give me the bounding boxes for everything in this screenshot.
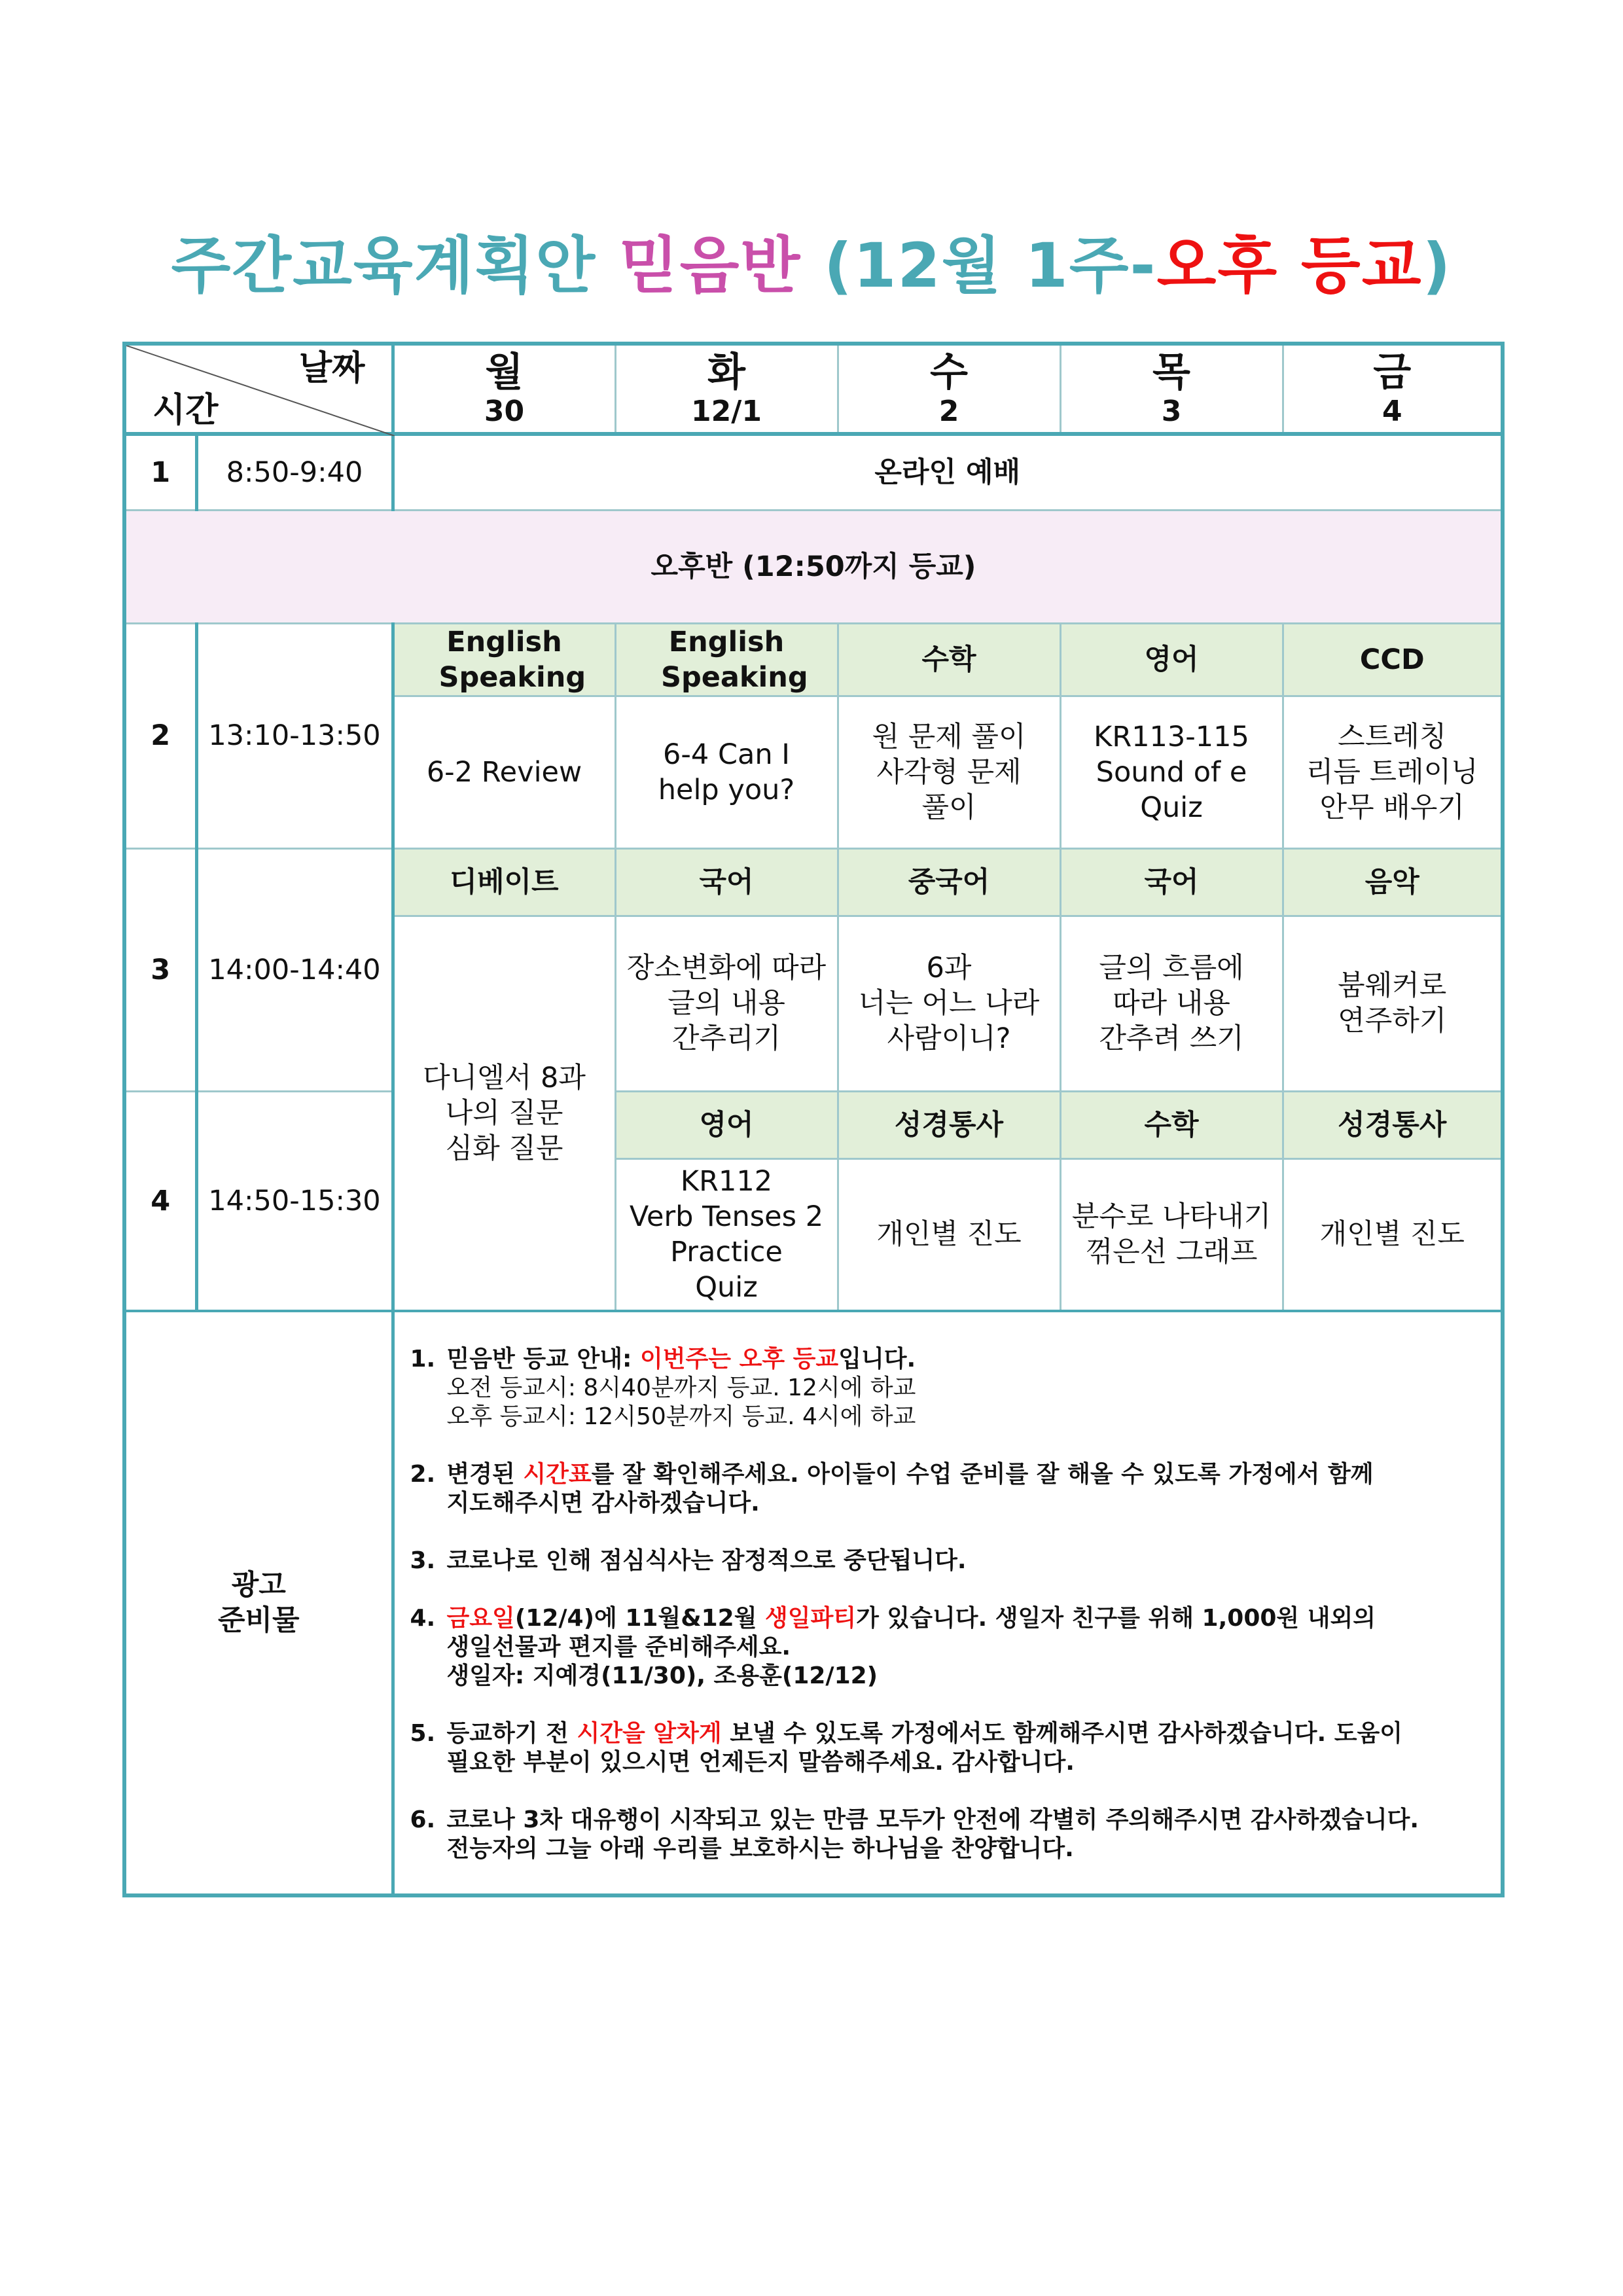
note-4: 4. 금요일(12/4)에 11월&12월 생일파티가 있습니다. 생일자 친구를 위해 1,000원 내외의 생일선물과 편지를 준비해주세요. 생일자: 지예경(11/30), 조용훈(12/12) <box>410 1605 1376 1689</box>
p2-subject-tue: English Speaking <box>615 623 838 696</box>
p2-content-wed: 원 문제 풀이 사각형 문제 풀이 <box>838 696 1060 848</box>
notes-content <box>393 1311 1503 1895</box>
p2-subject-mon: English Speaking <box>393 623 615 696</box>
corner-date-label: 날짜 <box>299 349 365 388</box>
p3-content-thu: 글의 흐름에 따라 내용 간추려 쓰기 <box>1060 916 1283 1091</box>
p2-subject-fri: CCD <box>1283 623 1503 696</box>
afternoon-banner: 오후반 (12:50까지 등교) <box>124 510 1503 623</box>
header-day-mon: 월 30 <box>393 344 615 434</box>
p2-content-tue: 6-4 Can I help you? <box>615 696 838 848</box>
p4-content-tue: KR112 Verb Tenses 2 Practice Quiz <box>615 1158 838 1311</box>
schedule-table <box>122 342 1505 1897</box>
p4-subject-wed: 성경통사 <box>838 1091 1060 1158</box>
note-3: 3. 코로나로 인해 점심식사는 잠정적으로 중단됩니다. <box>410 1547 967 1574</box>
period2-time: 13:10-13:50 <box>196 623 393 848</box>
period1-time: 8:50-9:40 <box>196 434 393 510</box>
period4-time: 14:50-15:30 <box>196 1091 393 1311</box>
p4-content-thu: 분수로 나타내기 꺾은선 그래프 <box>1060 1158 1283 1311</box>
period1-number: 1 <box>124 434 196 510</box>
note-5: 5. 등교하기 전 시간을 알차게 보낼 수 있도록 가정에서도 함께해주시면 감사하겠습니다. 도움이 필요한 부분이 있으시면 언제든지 말씀해주세요. 감사합니다. <box>410 1720 1403 1776</box>
period1-row <box>124 434 1503 510</box>
period3-subject-row <box>124 848 1503 916</box>
p3-subject-mon: 디베이트 <box>393 848 615 916</box>
p3-content-tue: 장소변화에 따라 글의 내용 간추리기 <box>615 916 838 1091</box>
header-row <box>124 344 1503 434</box>
period2-subject-row <box>124 623 1503 696</box>
note-1: 1. 믿음반 등교 안내: 이번주는 오후 등교입니다. 오전 등교시: 8시40분까지 등교. 12시에 하교 오후 등교시: 12시50분까지 등교. 4시에 하교 <box>410 1346 916 1430</box>
header-day-tue: 화 12/1 <box>615 344 838 434</box>
period3-number: 3 <box>124 848 196 1091</box>
p2-content-thu: KR113-115 Sound of e Quiz <box>1060 696 1283 848</box>
page-title <box>0 216 1623 304</box>
p3-content-wed: 6과 너는 어느 나라 사람이니? <box>838 916 1060 1091</box>
p2-content-mon: 6-2 Review <box>393 696 615 848</box>
corner-time-label: 시간 <box>152 391 219 430</box>
p3-content-mon: 다니엘서 8과 나의 질문 심화 질문 <box>393 916 615 1311</box>
period3-time: 14:00-14:40 <box>196 848 393 1091</box>
p4-content-wed: 개인별 진도 <box>838 1158 1060 1311</box>
p3-subject-tue: 국어 <box>615 848 838 916</box>
title-mode: 오후 등교 <box>1156 230 1423 302</box>
period2-number: 2 <box>124 623 196 848</box>
header-day-thu: 목 3 <box>1060 344 1283 434</box>
notes-row <box>124 1311 1503 1895</box>
p2-subject-wed: 수학 <box>838 623 1060 696</box>
notes-label: 광고 준비물 <box>124 1311 393 1895</box>
period4-subject-row <box>124 1091 1503 1158</box>
title-class: 믿음반 <box>618 230 802 302</box>
p4-subject-tue: 영어 <box>615 1091 838 1158</box>
note-6: 6. 코로나 3차 대유행이 시작되고 있는 만큼 모두가 안전에 각별히 주의해주시면 감사하겠습니다. 전능자의 그늘 아래 우리를 보호하시는 하나님을 찬양합니다. <box>410 1806 1419 1862</box>
p3-subject-thu: 국어 <box>1060 848 1283 916</box>
title-week: (12월 1주- <box>824 230 1157 302</box>
p3-subject-wed: 중국어 <box>838 848 1060 916</box>
p2-content-fri: 스트레칭 리듬 트레이닝 안무 배우기 <box>1283 696 1503 848</box>
p3-content-fri: 붐웨커로 연주하기 <box>1283 916 1503 1091</box>
corner-cell <box>124 344 393 434</box>
header-day-wed: 수 2 <box>838 344 1060 434</box>
header-day-fri: 금 4 <box>1283 344 1503 434</box>
p3-subject-fri: 음악 <box>1283 848 1503 916</box>
p4-subject-thu: 수학 <box>1060 1091 1283 1158</box>
period4-number: 4 <box>124 1091 196 1311</box>
period1-activity: 온라인 예배 <box>393 434 1503 510</box>
p2-subject-thu: 영어 <box>1060 623 1283 696</box>
afternoon-banner-row <box>124 510 1503 623</box>
p4-content-fri: 개인별 진도 <box>1283 1158 1503 1311</box>
p4-subject-fri: 성경통사 <box>1283 1091 1503 1158</box>
title-main: 주간교육계획안 <box>171 230 597 302</box>
title-close: ) <box>1422 230 1452 302</box>
note-2: 2. 변경된 시간표를 잘 확인해주세요. 아이들이 수업 준비를 잘 해올 수 있도록 가정에서 함께 지도해주시면 감사하겠습니다. <box>410 1461 1374 1516</box>
